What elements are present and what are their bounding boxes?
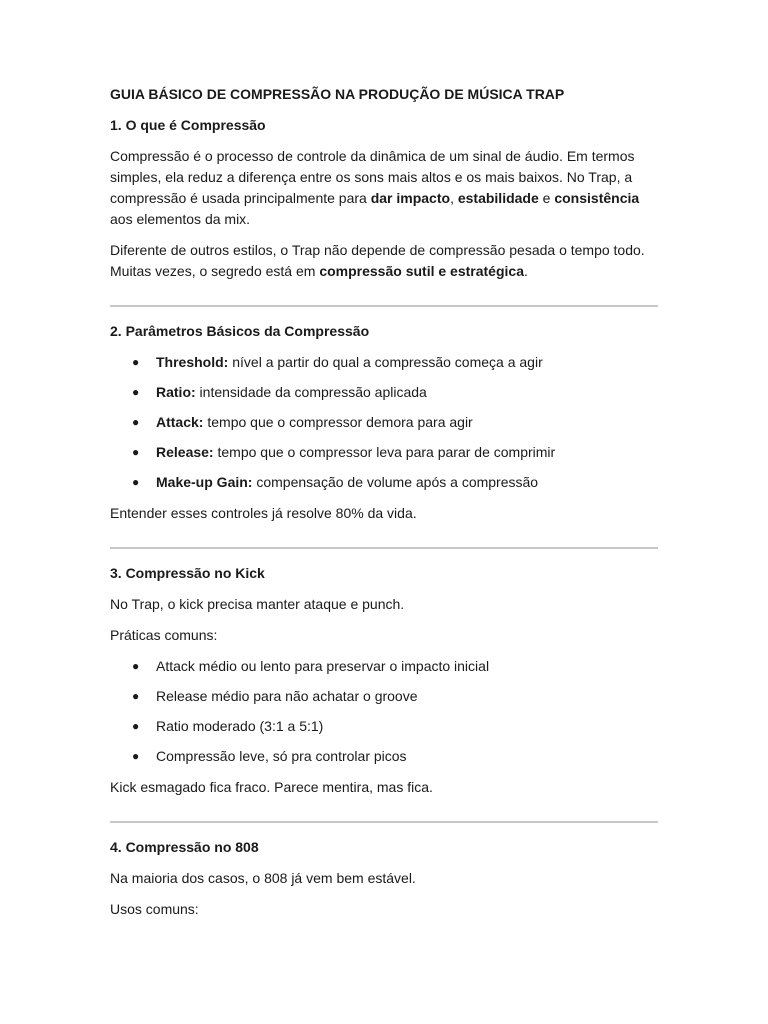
list-item: ● Ratio moderado (3:1 a 5:1) (110, 716, 658, 737)
section-4-heading: 4. Compressão no 808 (110, 839, 259, 855)
section-3-intro: No Trap, o kick precisa manter ataque e punch. (110, 596, 405, 612)
bullet-icon: ● (132, 749, 140, 763)
list-item: ● Release: tempo que o compressor leva para parar de comprimir (110, 442, 658, 463)
section-1-paragraph-1: Compressão é o processo de controle da dinâmica de um sinal de áudio. Em termos simples, ela reduz a diferença entre os sons mais altos e os mais baixos. No Trap, a compressão é usada principalmente para dar impacto, estabilidade e consistência aos elementos da mix. (110, 148, 640, 227)
section-4-uses-label: Usos comuns: (110, 901, 199, 917)
kick-practices-list (110, 656, 658, 767)
list-item: ● Ratio: intensidade da compressão aplicada (110, 382, 658, 403)
section-1-heading: 1. O que é Compressão (110, 117, 266, 133)
section-3-practices-label: Práticas comuns: (110, 627, 218, 643)
bullet-icon: ● (132, 385, 140, 399)
parameters-list (110, 352, 658, 493)
list-item: ● Attack: tempo que o compressor demora para agir (110, 412, 658, 433)
bullet-icon: ● (132, 689, 140, 703)
list-item: ● Make-up Gain: compensação de volume após a compressão (110, 472, 658, 493)
document-title: GUIA BÁSICO DE COMPRESSÃO NA PRODUÇÃO DE MÚSICA TRAP (110, 86, 565, 102)
section-3-heading: 3. Compressão no Kick (110, 565, 265, 581)
section-2-closing: Entender esses controles já resolve 80% da vida. (110, 505, 417, 521)
section-3-closing: Kick esmagado fica fraco. Parece mentira, mas fica. (110, 779, 433, 795)
list-item: ● Release médio para não achatar o groove (110, 686, 658, 707)
document-page (110, 84, 658, 930)
section-divider (110, 547, 658, 549)
section-4-intro: Na maioria dos casos, o 808 já vem bem estável. (110, 870, 416, 886)
list-item: ● Threshold: nível a partir do qual a compressão começa a agir (110, 352, 658, 373)
bullet-icon: ● (132, 445, 140, 459)
bullet-icon: ● (132, 355, 140, 369)
list-item: ● Compressão leve, só pra controlar picos (110, 746, 658, 767)
section-1-paragraph-2: Diferente de outros estilos, o Trap não depende de compressão pesada o tempo todo. Muitas vezes, o segredo está em compressão sutil e estratégica. (110, 242, 645, 279)
section-2-heading: 2. Parâmetros Básicos da Compressão (110, 323, 370, 339)
section-divider (110, 821, 658, 823)
list-item: ● Attack médio ou lento para preservar o impacto inicial (110, 656, 658, 677)
bullet-icon: ● (132, 415, 140, 429)
section-divider (110, 305, 658, 307)
bullet-icon: ● (132, 659, 140, 673)
bullet-icon: ● (132, 719, 140, 733)
bullet-icon: ● (132, 475, 140, 489)
